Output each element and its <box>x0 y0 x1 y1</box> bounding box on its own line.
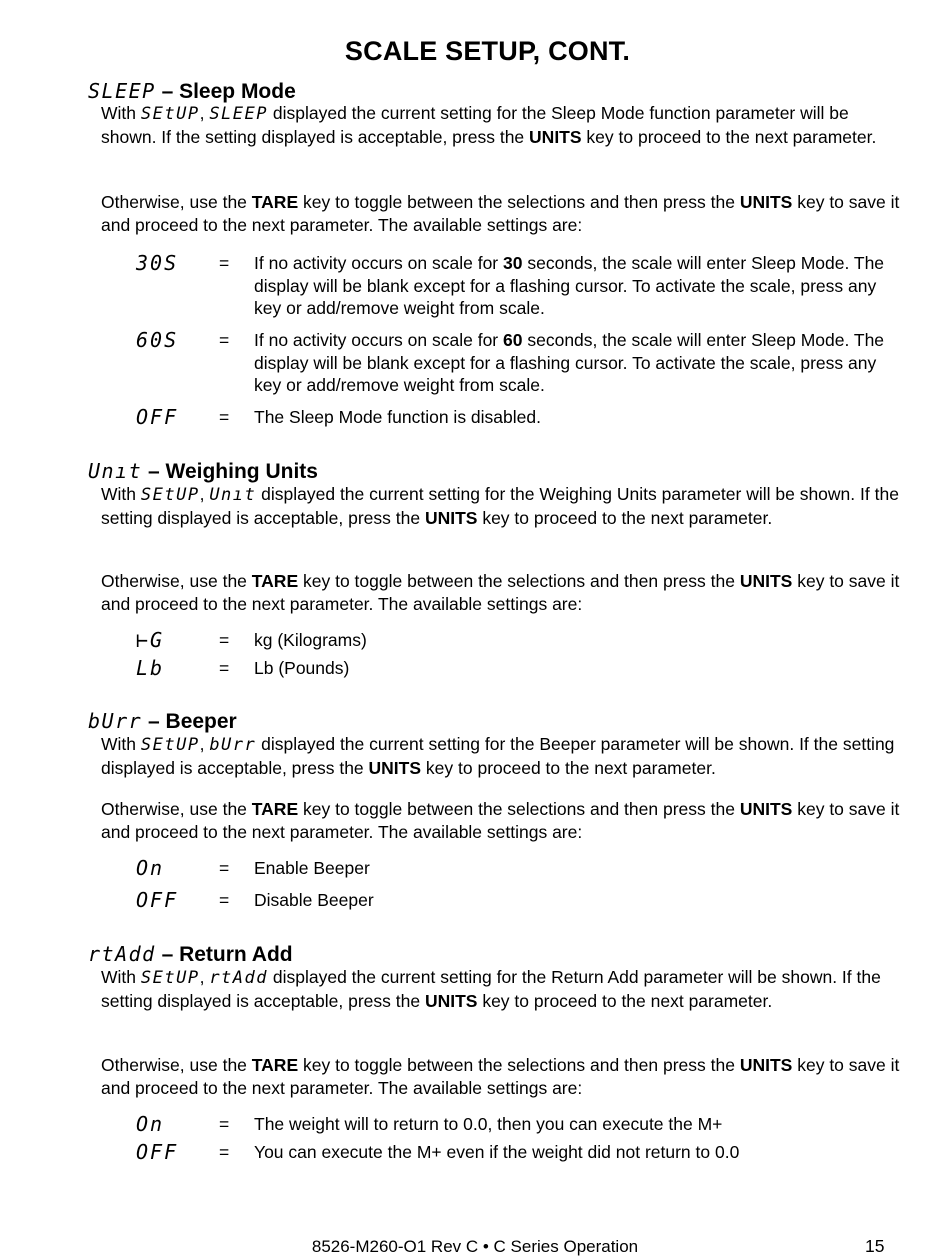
text: key to proceed to the next parameter. <box>425 758 716 778</box>
tare-key: TARE <box>251 799 299 819</box>
text: key to toggle between the selections and then press the <box>303 192 735 212</box>
lcd-code: rtAdd <box>209 968 268 988</box>
tare-key: TARE <box>251 192 299 212</box>
equals-sign: = <box>219 253 230 273</box>
heading-title: – Sleep Mode <box>161 80 296 103</box>
section-heading <box>88 78 296 105</box>
option-description: The Sleep Mode function is disabled. <box>254 407 541 427</box>
page-title: SCALE SETUP, CONT. <box>344 36 631 66</box>
option-code: On <box>136 856 165 880</box>
option-description: Enable Beeper <box>254 858 370 878</box>
equals-sign: = <box>219 407 230 427</box>
equals-sign: = <box>219 890 230 910</box>
text: key to toggle between the selections and then press the <box>303 571 735 591</box>
lcd-code: Unıt <box>88 459 143 483</box>
equals-sign: = <box>219 1114 230 1134</box>
description-paragraph <box>101 483 901 530</box>
units-key: UNITS <box>739 799 793 819</box>
text: key to proceed to the next parameter. <box>482 991 773 1011</box>
text: displayed the current setting for the Sleep Mode function parameter will be shown. If the setting displayed is acceptable, press the <box>101 103 849 147</box>
otherwise-paragraph <box>101 1054 901 1100</box>
otherwise-paragraph <box>101 570 901 616</box>
text: seconds, the scale will enter Sleep Mode. The display will be blank except for a flashing cursor. To activate the scale, press any key or add/remove weight from scale. <box>254 253 885 318</box>
text: Otherwise, use the <box>101 571 247 591</box>
lcd-code: SEtUP <box>140 968 200 988</box>
equals-sign: = <box>219 630 230 650</box>
text: With <box>101 484 136 504</box>
units-key: UNITS <box>368 758 422 778</box>
text: Otherwise, use the <box>101 799 247 819</box>
text: key to save it and proceed to the next parameter. The available settings are: <box>101 192 900 235</box>
lcd-code: rtAdd <box>88 942 156 966</box>
tare-key: TARE <box>251 571 299 591</box>
option-description <box>254 252 894 320</box>
option-description: Lb (Pounds) <box>254 658 350 678</box>
text: key to save it and proceed to the next parameter. The available settings are: <box>101 571 900 614</box>
lcd-code: Unıt <box>209 485 257 505</box>
option-description: You can execute the M+ even if the weight did not return to 0.0 <box>254 1142 740 1162</box>
section-heading <box>88 458 318 485</box>
option-code: ⊢G <box>136 628 165 652</box>
units-key: UNITS <box>424 508 478 528</box>
page-footer: 8526-M260-O1 Rev C • C Series Operation <box>311 1237 639 1256</box>
description-paragraph <box>101 733 901 780</box>
page-number: 15 <box>865 1236 885 1256</box>
text: , <box>199 103 205 123</box>
description-paragraph <box>101 966 901 1013</box>
description-paragraph <box>101 102 901 149</box>
option-description: kg (Kilograms) <box>254 630 367 650</box>
equals-sign: = <box>219 658 230 678</box>
option-description: The weight will to return to 0.0, then you can execute the M+ <box>254 1114 723 1134</box>
text: displayed the current setting for the Beeper parameter will be shown. If the setting displayed is acceptable, press the <box>101 734 895 778</box>
text: key to proceed to the next parameter. <box>482 508 773 528</box>
text: key to save it and proceed to the next parameter. The available settings are: <box>101 1055 900 1098</box>
text: , <box>199 734 205 754</box>
heading-title: – Weighing Units <box>148 460 318 483</box>
units-key: UNITS <box>424 991 478 1011</box>
lcd-code: bUrr <box>88 709 143 733</box>
text: key to toggle between the selections and then press the <box>303 1055 735 1075</box>
section-heading <box>88 708 237 735</box>
text: If no activity occurs on scale for <box>254 330 499 350</box>
lcd-code: SEtUP <box>140 735 200 755</box>
text: , <box>199 484 205 504</box>
text: Otherwise, use the <box>101 1055 247 1075</box>
option-code: On <box>136 1112 165 1136</box>
option-code: OFF <box>136 405 179 429</box>
seconds-value: 30 <box>503 253 523 273</box>
lcd-code: SEtUP <box>140 104 200 124</box>
text: Otherwise, use the <box>101 192 247 212</box>
option-code: OFF <box>136 888 179 912</box>
text: key to toggle between the selections and then press the <box>303 799 735 819</box>
text: displayed the current setting for the Weighing Units parameter will be shown. If the setting displayed is acceptable, press the <box>101 484 899 528</box>
option-code: 30S <box>136 251 179 275</box>
lcd-code: SLEEP <box>209 104 268 124</box>
option-code: OFF <box>136 1140 179 1164</box>
text: key to proceed to the next parameter. <box>586 127 877 147</box>
lcd-code: SEtUP <box>140 485 200 505</box>
text: With <box>101 734 136 754</box>
units-key: UNITS <box>739 192 793 212</box>
option-description <box>254 329 894 397</box>
option-code: Lb <box>136 656 165 680</box>
text: seconds, the scale will enter Sleep Mode. The display will be blank except for a flashing cursor. To activate the scale, press any key or add/remove weight from scale. <box>254 330 885 395</box>
units-key: UNITS <box>739 571 793 591</box>
otherwise-paragraph <box>101 798 901 844</box>
text: If no activity occurs on scale for <box>254 253 499 273</box>
equals-sign: = <box>219 1142 230 1162</box>
lcd-code: bUrr <box>209 735 257 755</box>
equals-sign: = <box>219 330 230 350</box>
units-key: UNITS <box>739 1055 793 1075</box>
tare-key: TARE <box>251 1055 299 1075</box>
heading-title: – Beeper <box>148 710 237 733</box>
text: With <box>101 967 136 987</box>
option-code: 60S <box>136 328 179 352</box>
units-key: UNITS <box>529 127 582 147</box>
section-heading <box>88 941 293 968</box>
text: displayed the current setting for the Return Add parameter will be shown. If the setting displayed is acceptable, press the <box>101 967 881 1011</box>
seconds-value: 60 <box>503 330 523 350</box>
otherwise-paragraph <box>101 191 901 237</box>
heading-title: – Return Add <box>161 943 293 966</box>
lcd-code: SLEEP <box>88 79 156 103</box>
text: With <box>101 103 136 123</box>
text: key to save it and proceed to the next parameter. The available settings are: <box>101 799 900 842</box>
option-description: Disable Beeper <box>254 890 374 910</box>
text: , <box>199 967 205 987</box>
equals-sign: = <box>219 858 230 878</box>
